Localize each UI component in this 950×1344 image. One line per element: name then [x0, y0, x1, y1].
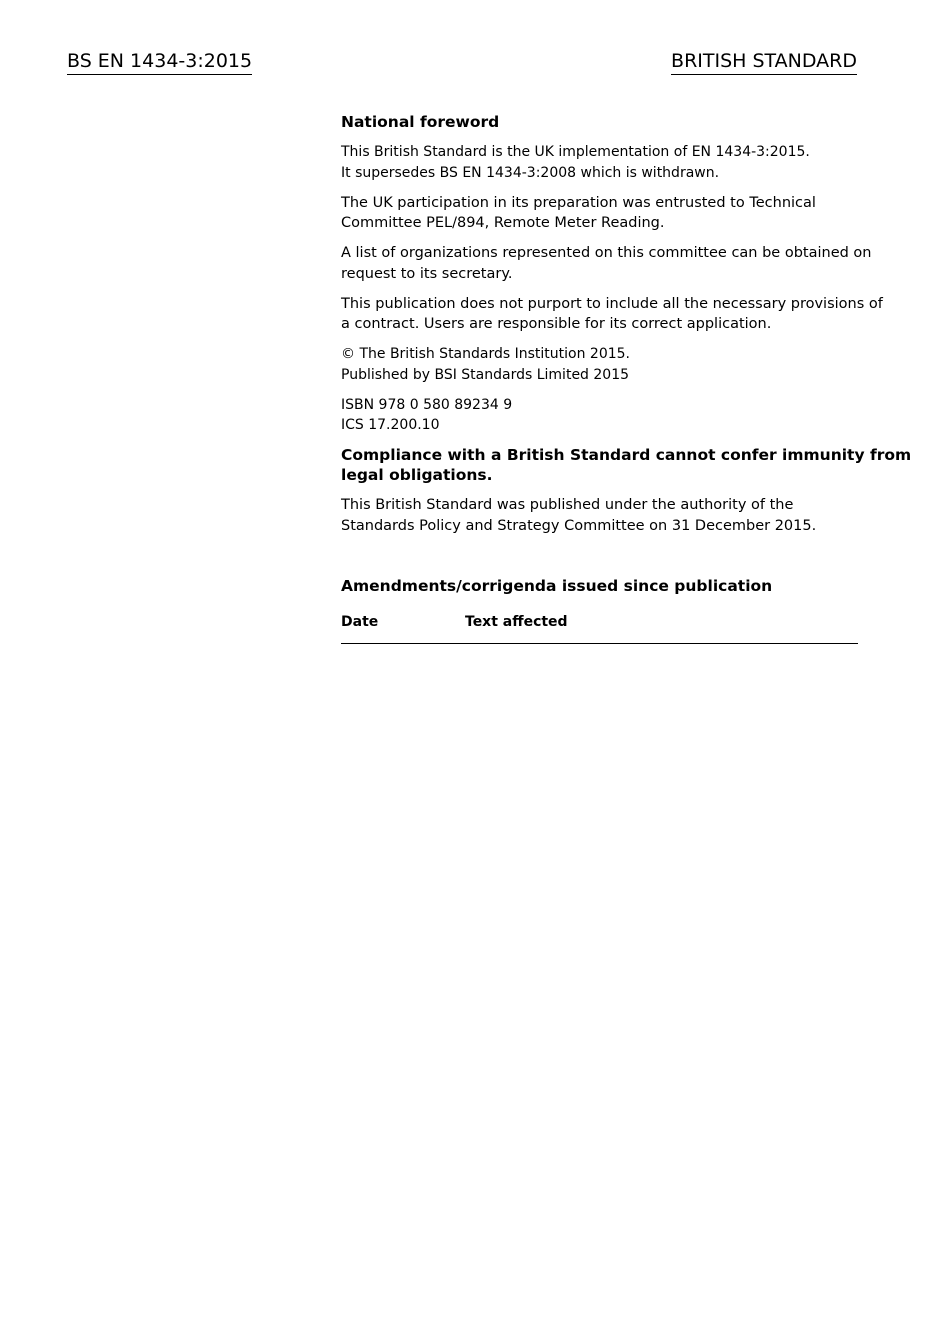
compliance-line-1: Compliance with a British Standard cannot confer immunity from — [341, 446, 912, 464]
ics-line: ICS 17.200.10 — [341, 417, 440, 433]
authority-line-1: This British Standard was published under the authority of the — [341, 497, 794, 513]
committee-line-2: Committee PEL/894, Remote Meter Reading. — [341, 215, 665, 231]
standard-type-label: BRITISH STANDARD — [671, 49, 857, 75]
copyright-paragraph — [341, 344, 858, 385]
provisions-line-1: This publication does not purport to include all the necessary provisions of — [341, 295, 883, 312]
authority-paragraph — [341, 495, 858, 536]
published-line: Published by BSI Standards Limited 2015 — [341, 366, 630, 383]
implementation-line-1: This British Standard is the UK implementation of EN 1434-3:2015. — [341, 144, 810, 160]
provisions-line-2: a contract. Users are responsible for its correct application. — [341, 316, 772, 332]
implementation-paragraph — [341, 142, 858, 183]
national-foreword-section — [341, 112, 912, 644]
amendments-column-text-affected: Text affected — [465, 614, 568, 630]
amendments-title: Amendments/corrigenda issued since publication — [341, 577, 773, 595]
amendments-table — [341, 609, 858, 644]
authority-line-2: Standards Policy and Strategy Committee on 31 December 2015. — [341, 517, 817, 534]
document-number: BS EN 1434-3:2015 — [67, 49, 252, 75]
organizations-line-1: A list of organizations represented on this committee can be obtained on — [341, 245, 872, 261]
foreword-title: National foreword — [341, 113, 500, 131]
compliance-notice — [341, 445, 912, 485]
copyright-line: © The British Standards Institution 2015. — [341, 346, 631, 362]
identifiers-paragraph — [341, 395, 858, 436]
compliance-line-2: legal obligations. — [341, 466, 493, 484]
amendments-column-date: Date — [341, 614, 379, 630]
committee-line-1: The UK participation in its preparation was entrusted to Technical — [341, 194, 816, 211]
isbn-line: ISBN 978 0 580 89234 9 — [341, 396, 513, 413]
committee-paragraph — [341, 193, 858, 234]
implementation-line-2: It supersedes BS EN 1434-3:2008 which is withdrawn. — [341, 164, 720, 181]
organizations-paragraph — [341, 243, 872, 284]
organizations-line-2: request to its secretary. — [341, 265, 513, 282]
provisions-paragraph — [341, 294, 883, 335]
